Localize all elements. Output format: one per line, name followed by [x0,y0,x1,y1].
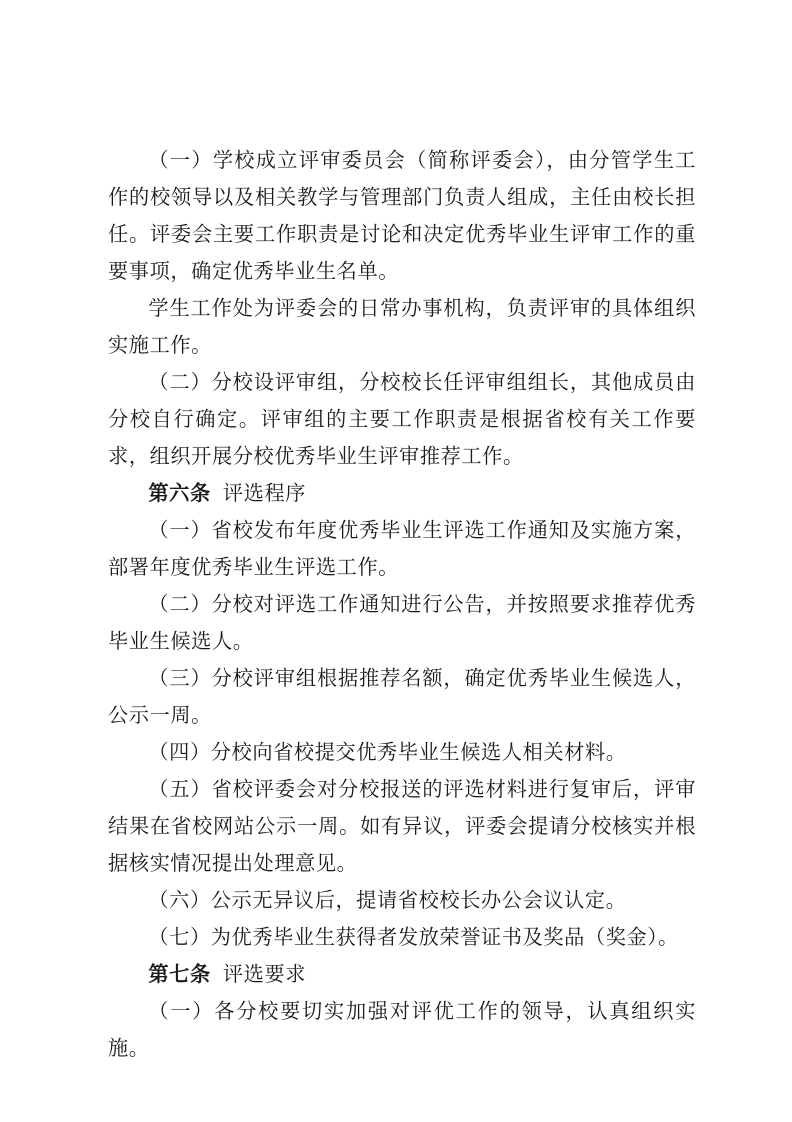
paragraph-procedure-1: （一）省校发布年度优秀毕业生评选工作通知及实施方案，部署年度优秀毕业生评选工作。 [108,518,696,579]
article-seven-title: 评选要求 [222,962,307,986]
paragraph-procedure-5: （五）省校评委会对分校报送的评选材料进行复审后，评审结果在省校网站公示一周。如有异议，评委会提请分校核实并根据核实情况提出处理意见。 [108,777,696,875]
paragraph-procedure-6: （六）公示无异议后，提请省校校长办公会议认定。 [148,888,627,912]
article-seven-label: 第七条 [148,962,211,986]
paragraph-student-affairs-office: 学生工作处为评委会的日常办事机构，负责评审的具体组织实施工作。 [108,296,696,357]
paragraph-requirement-1: （一）各分校要切实加强对评优工作的领导，认真组织实施。 [108,999,696,1060]
article-six-title: 评选程序 [222,481,307,505]
paragraph-procedure-2: （二）分校对评选工作通知进行公告，并按照要求推荐优秀毕业生候选人。 [108,592,696,653]
paragraph-branch-review-group: （二）分校设评审组，分校校长任评审组组长，其他成员由分校自行确定。评审组的主要工作职责是根据省校有关工作要求，组织开展分校优秀毕业生评审推荐工作。 [108,370,696,468]
paragraph-review-committee: （一）学校成立评审委员会（简称评委会），由分管学生工作的校领导以及相关教学与管理部门负责人组成，主任由校长担任。评委会主要工作职责是讨论和决定优秀毕业生评审工作的重要事项，确定优秀毕业生名单。 [108,148,696,283]
article-six-heading [108,475,696,512]
article-six-label: 第六条 [148,481,211,505]
document-body [108,142,696,1067]
paragraph-procedure-3: （三）分校评审组根据推荐名额，确定优秀毕业生候选人，公示一周。 [108,666,696,727]
paragraph-procedure-7: （七）为优秀毕业生获得者发放荣誉证书及奖品（奖金）。 [148,925,679,949]
paragraph-procedure-4: （四）分校向省校提交优秀毕业生候选人相关材料。 [148,740,627,764]
article-seven-heading [108,956,696,993]
